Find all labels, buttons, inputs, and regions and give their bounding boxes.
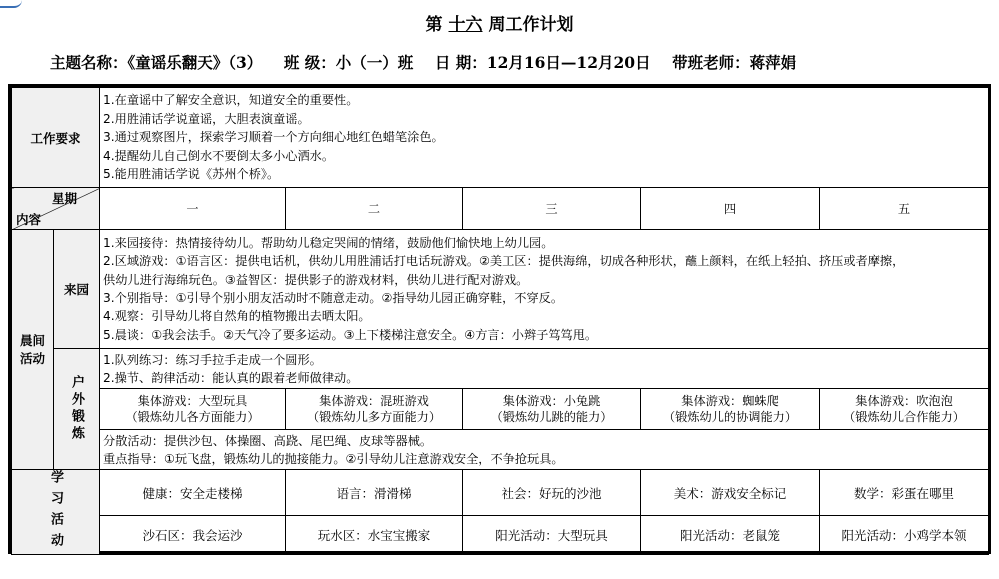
study-activity: 阳光活动：小鸡学本领 — [820, 516, 989, 555]
outdoor-label: 户外锻炼 — [54, 349, 100, 470]
outdoor-intro-row — [12, 349, 989, 389]
outdoor-item: 2.操节、韵律活动：能认真的跟着老师做律动。 — [103, 370, 359, 385]
study-row-1 — [12, 470, 989, 516]
game-cell: 集体游戏：混班游戏 （锻炼幼儿多方面能力） — [286, 389, 463, 430]
study-row-2 — [12, 516, 989, 555]
arrival-item: 1.来园接待：热情接待幼儿。帮助幼儿稳定哭闹的情绪，鼓励他们愉快地上幼儿园。 — [103, 235, 554, 250]
arrival-item: 3.个别指导：①引导个别小朋友活动时不随意走动。②指导幼儿园正确穿鞋，不穿反。 — [103, 291, 564, 305]
morning-label: 晨间活动 — [12, 230, 54, 470]
weekday-mon: 一 — [100, 188, 286, 230]
outdoor-items — [100, 349, 989, 389]
game-cell: 集体游戏：小兔跳 （锻炼幼儿跳的能力） — [463, 389, 641, 430]
corner-weekday: 星期 — [52, 191, 78, 206]
work-items — [100, 88, 989, 188]
weekday-corner — [12, 188, 100, 230]
outdoor-note: 重点指导：①玩飞盘，锻炼幼儿的抛接能力。②引导幼儿注意游戏安全，不争抢玩具。 — [103, 451, 564, 466]
study-activity: 健康：安全走楼梯 — [100, 470, 286, 516]
game-cell: 集体游戏：大型玩具 （锻炼幼儿各方面能力） — [100, 389, 286, 430]
work-row — [12, 88, 989, 188]
weekday-fri: 五 — [820, 188, 989, 230]
study-label: 学习活动 — [12, 470, 100, 555]
plan-table — [11, 87, 989, 555]
outdoor-item: 1.队列练习：练习手拉手走成一个圆形。 — [103, 352, 322, 367]
study-activity: 社会：好玩的沙池 — [463, 470, 641, 516]
page-title — [0, 10, 999, 35]
game-cell: 集体游戏：吹泡泡 （锻炼幼儿合作能力） — [820, 389, 989, 430]
work-item: 5.能用胜浦话学说《苏州个桥》。 — [103, 167, 280, 182]
outdoor-note: 分散活动：提供沙包、体操圈、高跷、尾巴绳、皮球等器械。 — [103, 433, 433, 448]
study-activity: 阳光活动：老鼠笼 — [641, 516, 820, 555]
work-item: 3.通过观察图片，探索学习顺着一个方向细心地红色蜡笔涂色。 — [103, 130, 444, 145]
teacher-name: 带班老师：蒋萍娟 — [672, 53, 797, 72]
study-activity: 语言：滑滑梯 — [286, 470, 463, 516]
study-activity: 数学：彩蛋在哪里 — [820, 470, 989, 516]
date-range: 日 期：12月16日—12月20日 — [434, 53, 651, 72]
study-activity: 沙石区：我会运沙 — [100, 516, 286, 555]
study-activity: 美术：游戏安全标记 — [641, 470, 820, 516]
arrival-item: 5.晨谈：①我会法手。②天气冷了要多运动。③上下楼梯注意安全。④方言：小辫子笃笃甩。 — [103, 327, 598, 342]
header-info — [50, 51, 796, 73]
weekday-tue: 二 — [286, 188, 463, 230]
outdoor-notes-row — [12, 430, 989, 470]
games-row — [12, 389, 989, 430]
title-suffix: 周工作计划 — [488, 15, 574, 35]
arrival-item: 供幼儿进行海绵玩色。③益智区：提供影子的游戏材料，供幼儿进行配对游戏。 — [103, 272, 529, 287]
corner-logo — [0, 0, 22, 8]
work-item: 4.提醒幼儿自己倒水不要倒太多小心洒水。 — [103, 148, 335, 163]
work-label: 工作要求 — [12, 88, 100, 188]
work-item: 2.用胜浦话学说童谣，大胆表演童谣。 — [103, 111, 310, 126]
work-item: 1.在童谣中了解安全意识，知道安全的重要性。 — [103, 93, 359, 108]
class-name: 班 级：小（一）班 — [283, 53, 414, 72]
game-cell: 集体游戏：蜘蛛爬 （锻炼幼儿的协调能力） — [641, 389, 820, 430]
weekday-row — [12, 188, 989, 230]
arrival-item: 4.观察：引导幼儿将自然角的植物搬出去晒太阳。 — [103, 309, 371, 324]
arrival-row — [12, 230, 989, 349]
study-activity: 阳光活动：大型玩具 — [463, 516, 641, 555]
theme-name: 主题名称：《童谣乐翻天》（3） — [50, 53, 263, 72]
title-week: 十六 — [448, 15, 483, 35]
study-activity: 玩水区：水宝宝搬家 — [286, 516, 463, 555]
weekday-thu: 四 — [641, 188, 820, 230]
corner-content: 内容 — [16, 212, 42, 227]
arrival-item: 2.区域游戏：①语言区：提供电话机，供幼儿用胜浦话打电话玩游戏。②美工区：提供海绵，切成各种形状，蘸上颜料，在纸上轻拍、挤压或者摩擦， — [103, 254, 905, 269]
arrival-items — [100, 230, 989, 349]
title-prefix: 第 — [425, 15, 443, 35]
outdoor-notes — [100, 430, 989, 470]
weekday-wed: 三 — [463, 188, 641, 230]
arrival-label: 来园 — [54, 230, 100, 349]
